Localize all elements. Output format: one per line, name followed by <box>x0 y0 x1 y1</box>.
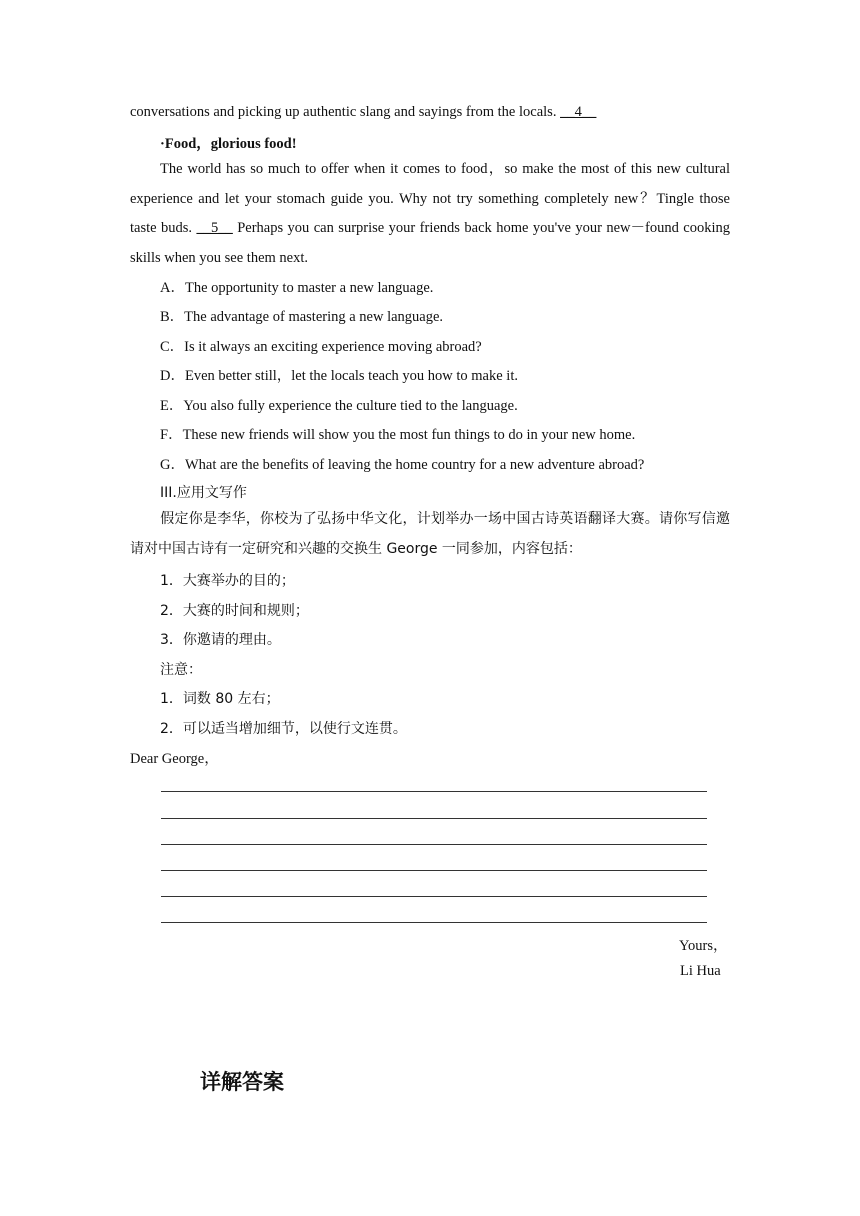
writing-prompt: 假定你是李华，你校为了弘扬中华文化，计划举办一场中国古诗英语翻译大赛。请你写信邀请对中国古诗有一定研究和兴趣的交换生 George 一同参加，内容包括： <box>130 511 730 557</box>
signature: Li Hua <box>680 963 721 979</box>
writing-line-6 <box>161 922 707 923</box>
blank-5: __5__ <box>196 220 233 236</box>
writing-line-3 <box>161 844 707 845</box>
option-a: A．The opportunity to master a new language. <box>160 280 434 296</box>
option-e: E．You also fully experience the culture tied to the language. <box>160 398 518 414</box>
salutation: Dear George， <box>130 751 219 767</box>
option-b: B．The advantage of mastering a new language. <box>160 309 444 325</box>
writing-line-2 <box>161 818 707 819</box>
writing-section-title: III.应用文写作 <box>160 485 247 501</box>
writing-line-1 <box>161 791 707 792</box>
food-heading: ·Food，glorious food! <box>160 136 297 152</box>
closing: Yours， <box>679 938 728 954</box>
option-f: F．These new friends will show you the most fun things to do in your new home. <box>160 427 636 443</box>
option-c: C．Is it always an exciting experience moving abroad? <box>160 339 482 355</box>
note-1: 1．词数 80 左右； <box>160 691 280 707</box>
passage-line-top: conversations and picking up authentic slang and sayings from the locals. __4__ <box>130 104 597 120</box>
note-label: 注意： <box>160 662 202 678</box>
food-paragraph: The world has so much to offer when it comes to food，so make the most of this new cultural experience and let your stomach guide you. Why not try something completely new？Tingle those taste buds. __5__ Perhaps you can surprise your friends back home you've your new－found cooking skills when you see them next. <box>130 161 731 266</box>
writing-item-1: 1．大赛举办的目的； <box>160 573 295 589</box>
option-d: D．Even better still，let the locals teach you how to make it. <box>160 368 518 384</box>
answer-heading: 详解答案 <box>200 1070 284 1094</box>
writing-item-2: 2．大赛的时间和规则； <box>160 603 309 619</box>
writing-line-5 <box>161 896 707 897</box>
note-2: 2．可以适当增加细节，以使行文连贯。 <box>160 721 407 737</box>
writing-line-4 <box>161 870 707 871</box>
writing-item-3: 3．你邀请的理由。 <box>160 632 281 648</box>
option-g: G．What are the benefits of leaving the home country for a new adventure abroad? <box>160 457 645 473</box>
blank-4: __4__ <box>560 104 597 120</box>
